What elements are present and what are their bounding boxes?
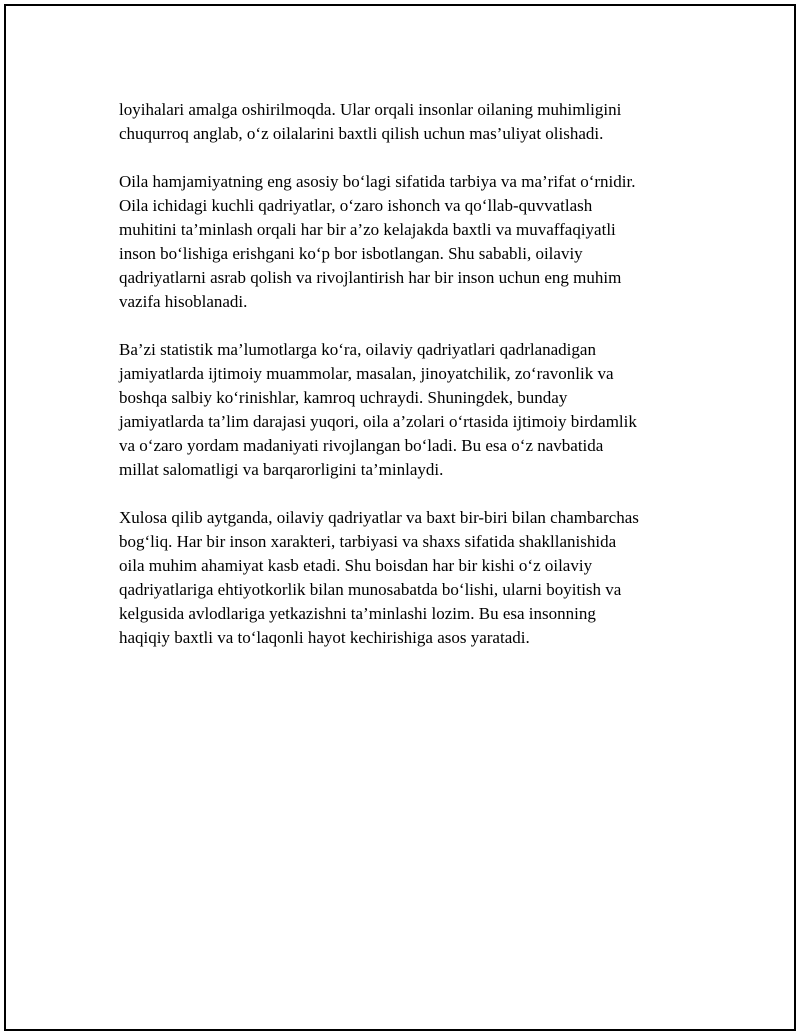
page-frame [4,4,796,1031]
text-line: loyihalari amalga oshirilmoqda. Ular orqali insonlar oilaning muhimligini [119,100,622,119]
text-line: Oila hamjamiyatning eng asosiy bo‘lagi sifatida tarbiya va ma’rifat o‘rnidir. [119,172,636,191]
text-line: kelgusida avlodlariga yetkazishni ta’minlashi lozim. Bu esa insonning [119,604,596,623]
text-line: vazifa hisoblanadi. [119,292,248,311]
text-line: qadriyatlarni asrab qolish va rivojlantirish har bir inson uchun eng muhim [119,268,622,287]
text-line: Ba’zi statistik ma’lumotlarga ko‘ra, oilaviy qadriyatlari qadrlanadigan [119,340,596,359]
text-line: chuqurroq anglab, o‘z oilalarini baxtli qilish uchun mas’uliyat olishadi. [119,124,604,143]
text-line: va o‘zaro yordam madaniyati rivojlangan bo‘ladi. Bu esa o‘z navbatida [119,436,604,455]
paragraph-4 [119,506,719,650]
paragraph-1 [119,98,719,146]
text-line: bog‘liq. Har bir inson xarakteri, tarbiyasi va shaxs sifatida shakllanishida [119,532,617,551]
text-line: oila muhim ahamiyat kasb etadi. Shu boisdan har bir kishi o‘z oilaviy [119,556,593,575]
text-line: haqiqiy baxtli va to‘laqonli hayot kechirishiga asos yaratadi. [119,628,530,647]
text-line: inson bo‘lishiga erishgani ko‘p bor isbotlangan. Shu sababli, oilaviy [119,244,583,263]
text-line: Oila ichidagi kuchli qadriyatlar, o‘zaro ishonch va qo‘llab-quvvatlash [119,196,593,215]
paragraph-3 [119,338,719,482]
text-line: Xulosa qilib aytganda, oilaviy qadriyatlar va baxt bir-biri bilan chambarchas [119,508,639,527]
text-line: muhitini ta’minlash orqali har bir a’zo kelajakda baxtli va muvaffaqiyatli [119,220,616,239]
text-line: jamiyatlarda ta’lim darajasi yuqori, oila a’zolari o‘rtasida ijtimoiy birdamlik [119,412,637,431]
text-line: jamiyatlarda ijtimoiy muammolar, masalan, jinoyatchilik, zo‘ravonlik va [119,364,614,383]
text-line: millat salomatligi va barqarorligini ta’minlaydi. [119,460,444,479]
text-line: qadriyatlariga ehtiyotkorlik bilan munosabatda bo‘lishi, ularni boyitish va [119,580,622,599]
text-line: boshqa salbiy ko‘rinishlar, kamroq uchraydi. Shuningdek, bunday [119,388,568,407]
paragraph-2 [119,170,719,314]
document-body [119,98,719,674]
